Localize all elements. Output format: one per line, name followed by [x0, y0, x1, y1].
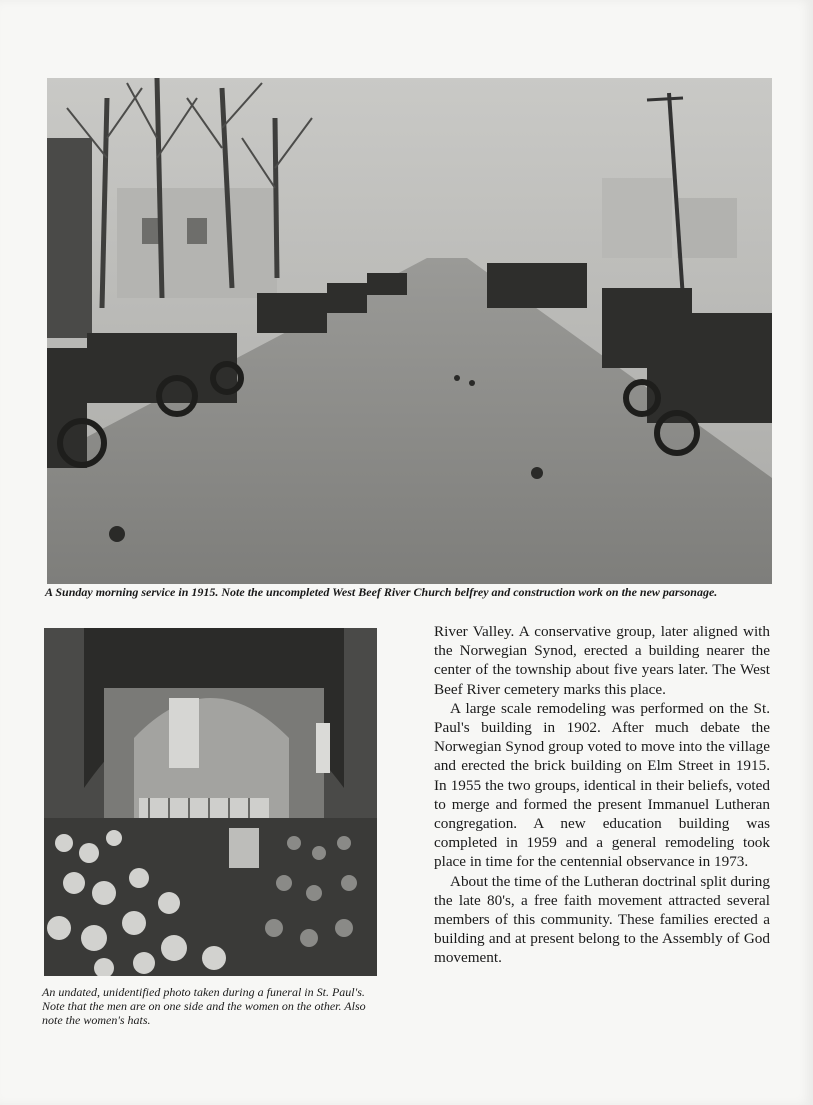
funeral-photo-caption: An undated, unidentified photo taken during a funeral in St. Paul's. Note that the men are on one side and the women on the other. Also note the women's hats. [42, 985, 366, 1027]
street-photo [47, 78, 772, 584]
street-photo-caption: A Sunday morning service in 1915. Note the uncompleted West Beef River Church belfrey and construction work on the new parsonage. [45, 585, 718, 599]
body-paragraph: A large scale remodeling was performed on the St. Paul's building in 1902. After much debate the Norwegian Synod group voted to move into the village and erected the brick building on Elm Street in 1915. In 1955 the two groups, identical in their beliefs, voted to merge and formed the present Immanuel Lutheran congregation. A new education building was completed in 1959 and a general remodeling took place in time for the centennial observance in 1973. [434, 699, 770, 871]
body-text-column [434, 622, 770, 968]
body-paragraph: River Valley. A conservative group, later aligned with the Norwegian Synod, erected a building nearer the center of the township about five years later. The West Beef River cemetery marks this place. [434, 623, 770, 698]
funeral-photo [44, 628, 377, 976]
body-paragraph: About the time of the Lutheran doctrinal split during the late 80's, a free faith movement attracted several members of this community. These families erected a building and at present belong to the Assembly of God movement. [434, 872, 770, 967]
